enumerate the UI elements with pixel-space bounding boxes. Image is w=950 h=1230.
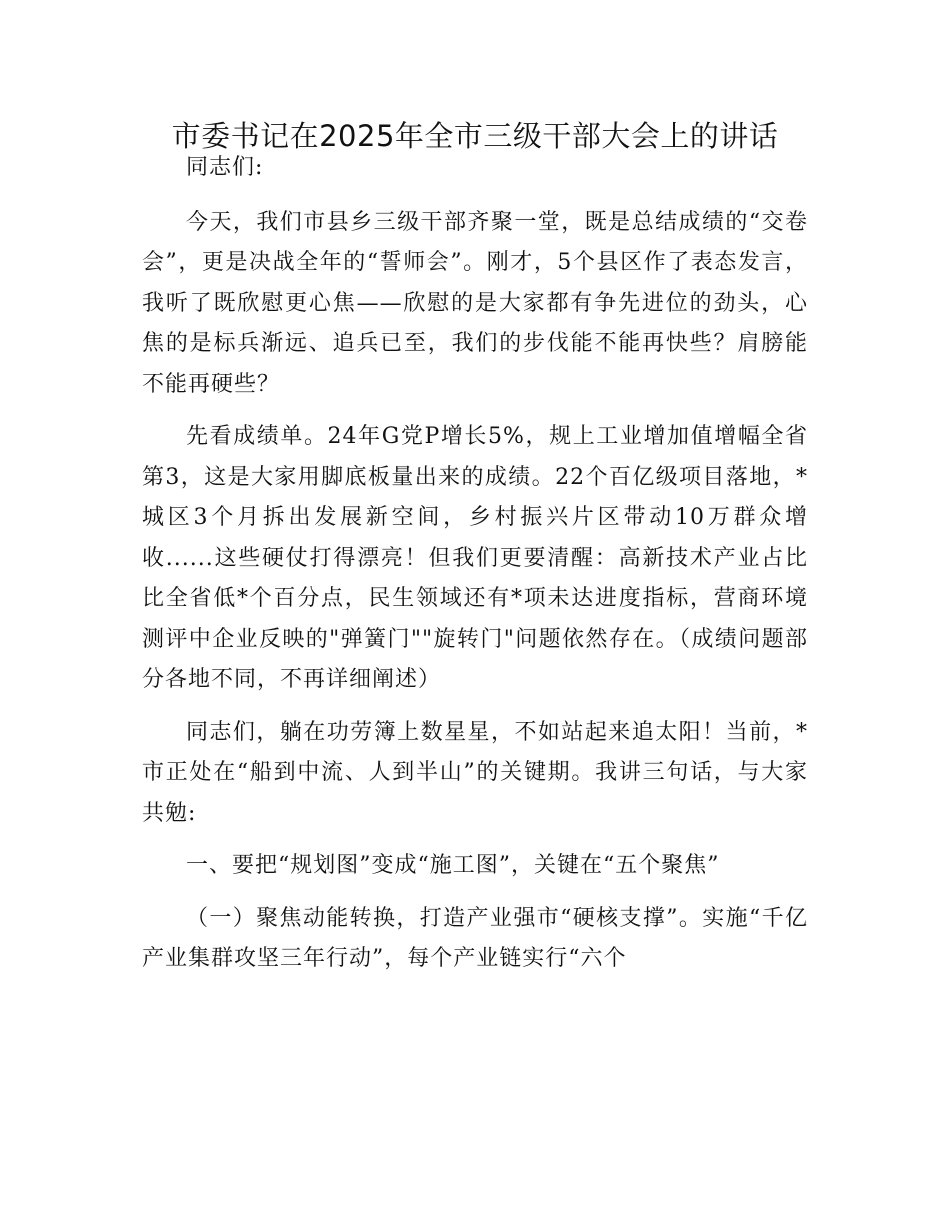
document-title: 市委书记在2025年全市三级干部大会上的讲话 (171, 119, 779, 153)
body-paragraph: 先看成绩单。24年G党P增长5%，规上工业增加值增幅全省第3，这是大家用脚底板量出来的成绩。22个百亿级项目落地，*城区3个月拆出发展新空间，乡村振兴片区带动10万群众增收......这些硬仗打得漂亮！但我们更要清醒：高新技术产业占比比全省低*个百分点，民生领域还有*项未达进度指标，营商环境测评中企业反映的"弹簧门""旋转门"问题依然存在。（成绩问题部分各地不同，不再详细阐述） (142, 424, 808, 692)
body-paragraph: 今天，我们市县乡三级干部齐聚一堂，既是总结成绩的“交卷会”，更是决战全年的“誓师会”。刚才，5个县区作了表态发言，我听了既欣慰更心焦——欣慰的是大家都有争先进位的劲头，心焦的是标兵渐远、追兵已至，我们的步伐能不能再快些？肩膀能不能再硬些？ (142, 209, 808, 397)
section-heading: 一、要把“规划图”变成“施工图”，关键在“五个聚焦” (186, 853, 720, 878)
document-body (142, 148, 808, 992)
greeting-paragraph: 同志们: (186, 155, 264, 180)
body-paragraph: （一）聚焦动能转换，打造产业强市“硬核支撑”。实施“千亿产业集群攻坚三年行动”，每个产业链实行“六个 (142, 905, 808, 971)
body-paragraph: 同志们，躺在功劳簿上数星星，不如站起来追太阳！当前，*市正处在“船到中流、人到半山”的关键期。我讲三句话，与大家共勉: (142, 719, 808, 826)
